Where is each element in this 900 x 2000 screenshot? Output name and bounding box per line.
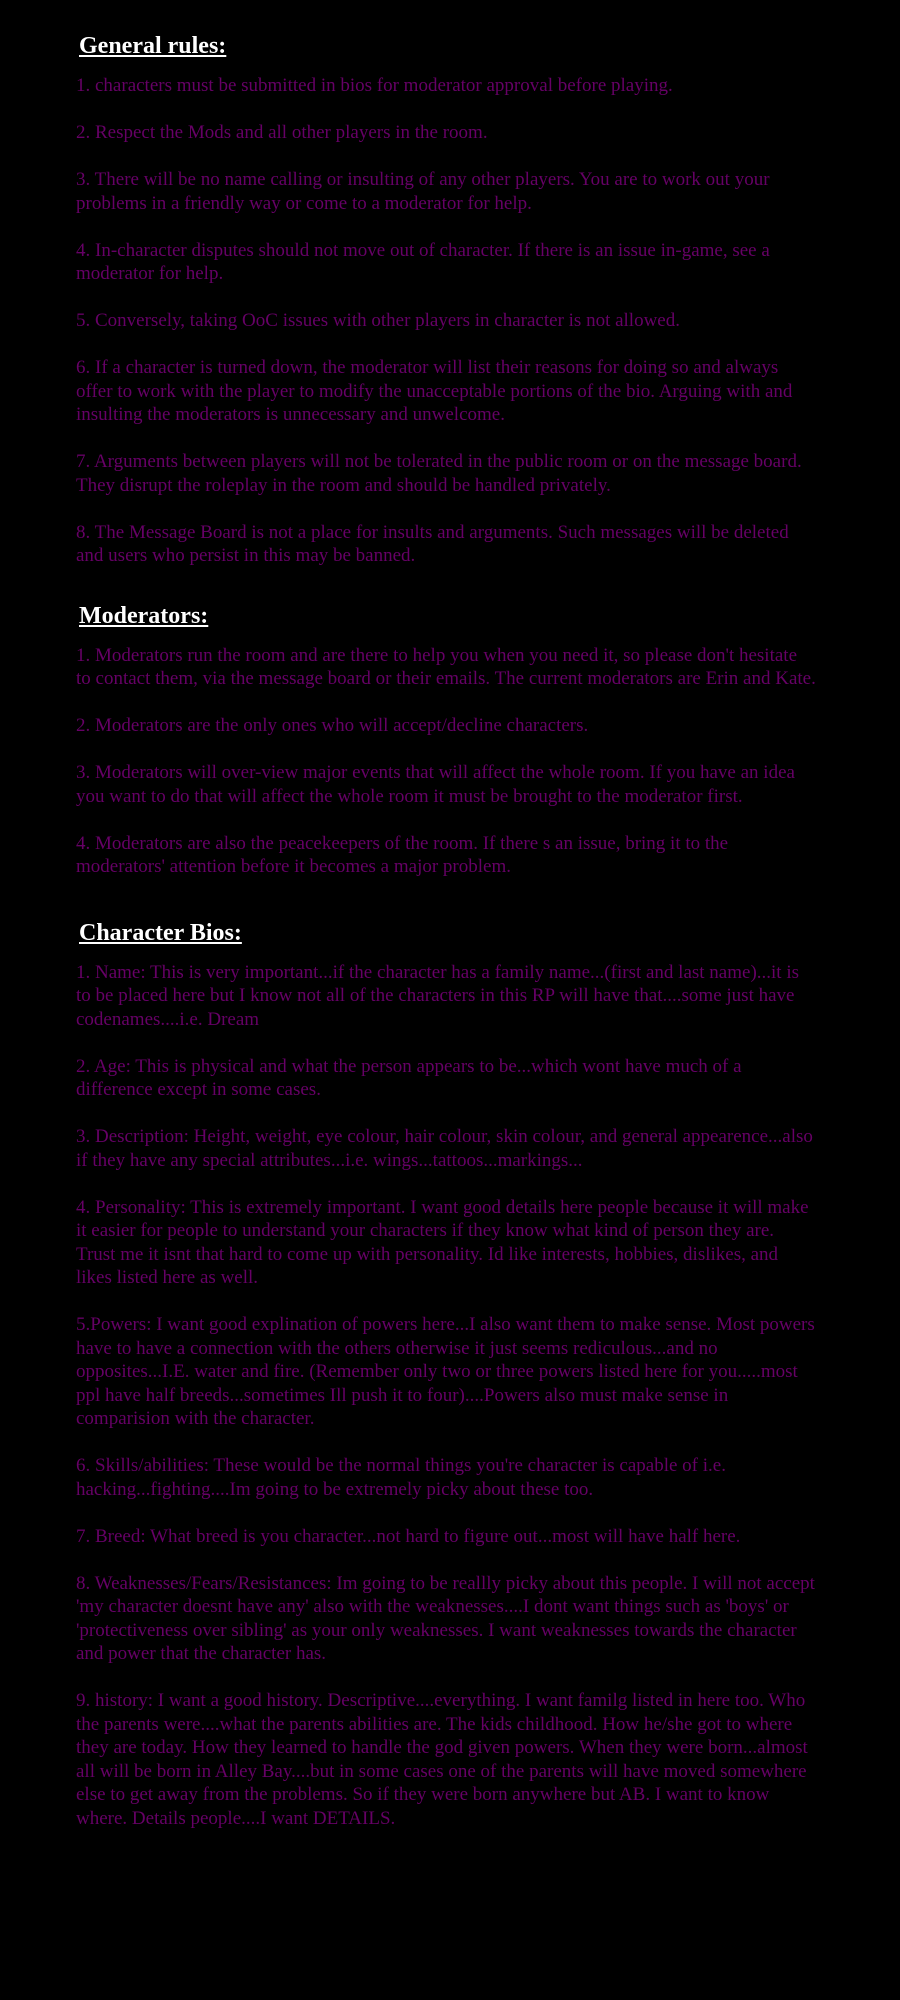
moderator-rule-2: 2. Moderators are the only ones who will accept/decline characters. [76, 715, 589, 736]
rules-document [76, 30, 816, 1854]
general-rule-2: 2. Respect the Mods and all other players in the room. [76, 122, 488, 143]
moderator-rule-4: 4. Moderators are also the peacekeepers of the room. If there s an issue, bring it to the moderators' attention before it becomes a major problem. [76, 832, 729, 877]
general-rule-1: 1. characters must be submitted in bios for moderator approval before playing. [76, 75, 673, 96]
general-rule-7: 7. Arguments between players will not be tolerated in the public room or on the message board. They disrupt the roleplay in the room and should be handled privately. [76, 451, 802, 496]
character-bios-section [76, 917, 816, 1831]
general-rule-4: 4. In-character disputes should not move out of character. If there is an issue in-game, see a moderator for help. [76, 239, 770, 284]
moderator-rule-1: 1. Moderators run the room and are there to help you when you need it, so please don't hesitate to contact them, via the message board or their emails. The current moderators are Erin and Kate. [76, 644, 816, 689]
general-rules-heading: General rules: [79, 33, 227, 59]
general-rule-3: 3. There will be no name calling or insulting of any other players. You are to work out your problems in a friendly way or come to a moderator for help. [76, 169, 770, 214]
bio-rule-3: 3. Description: Height, weight, eye colour, hair colour, skin colour, and general appearence...also if they have any special attributes...i.e. wings...tattoos...markings... [76, 1126, 813, 1171]
general-rules-section [76, 30, 816, 568]
general-rule-5: 5. Conversely, taking OoC issues with other players in character is not allowed. [76, 310, 680, 331]
bio-rule-2: 2. Age: This is physical and what the person appears to be...which wont have much of a difference except in some cases. [76, 1055, 742, 1100]
moderators-heading: Moderators: [79, 602, 209, 629]
moderator-rule-3: 3. Moderators will over-view major events that will affect the whole room. If you have an idea you want to do that will affect the whole room it must be brought to the moderator first. [76, 762, 795, 807]
general-rule-8: 8. The Message Board is not a place for insults and arguments. Such messages will be deleted and users who persist in this may be banned. [76, 521, 789, 566]
general-rule-6: 6. If a character is turned down, the moderator will list their reasons for doing so and always offer to work with the player to modify the unacceptable portions of the bio. Arguing with and insulting the moderators is unnecessary and unwelcome. [76, 357, 793, 425]
bio-rule-4: 4. Personality: This is extremely important. I want good details here people because it will make it easier for people to understand your characters if they know what kind of person they are. Trust me it isnt that hard to come up with personality. Id like interests, hobbies, dislikes, and likes listed here as well. [76, 1196, 809, 1288]
bio-rule-7: 7. Breed: What breed is you character...not hard to figure out...most will have half here. [76, 1525, 741, 1547]
character-bios-heading: Character Bios: [79, 919, 242, 946]
bio-rule-5: 5.Powers: I want good explination of powers here...I also want them to make sense. Most powers have to have a connection with the others otherwise it just seems rediculous...and no opposites...I.E. water and fire. (Remember only two or three powers listed here for you.....most ppl have half breeds...sometimes Ill push it to four)....Powers also must make sense in comparision with the character. [76, 1314, 815, 1429]
bio-rule-1: 1. Name: This is very important...if the character has a family name...(first and last name)...it is to be placed here but I know not all of the characters in this RP will have that....some just have codenames....i.e. Dream [76, 961, 800, 1030]
bio-rule-9: 9. history: I want a good history. Descriptive....everything. I want familg listed in here too. Who the parents were....what the parents abilities are. The kids childhood. How he/she got to where they are today. How they learned to handle the god given powers. When they were born...almost all will be born in Alley Bay....but in some cases one of the parents will have moved somewhere else to get away from the problems. So if they were born anywhere but AB. I want to know where. Details people....I want DETAILS. [76, 1690, 808, 1829]
bio-rule-6: 6. Skills/abilities: These would be the normal things you're character is capable of i.e. hacking...fighting....Im going to be extremely picky about these too. [76, 1455, 726, 1500]
bio-rule-8: 8. Weaknesses/Fears/Resistances: Im going to be reallly picky about this people. I will not accept 'my character doesnt have any' also with the weaknesses....I dont want things such as 'boys' or 'protectiveness over sibling' as your only weaknesses. I want weaknesses towards the character and power that the character has. [76, 1572, 815, 1664]
moderators-section [76, 600, 816, 879]
